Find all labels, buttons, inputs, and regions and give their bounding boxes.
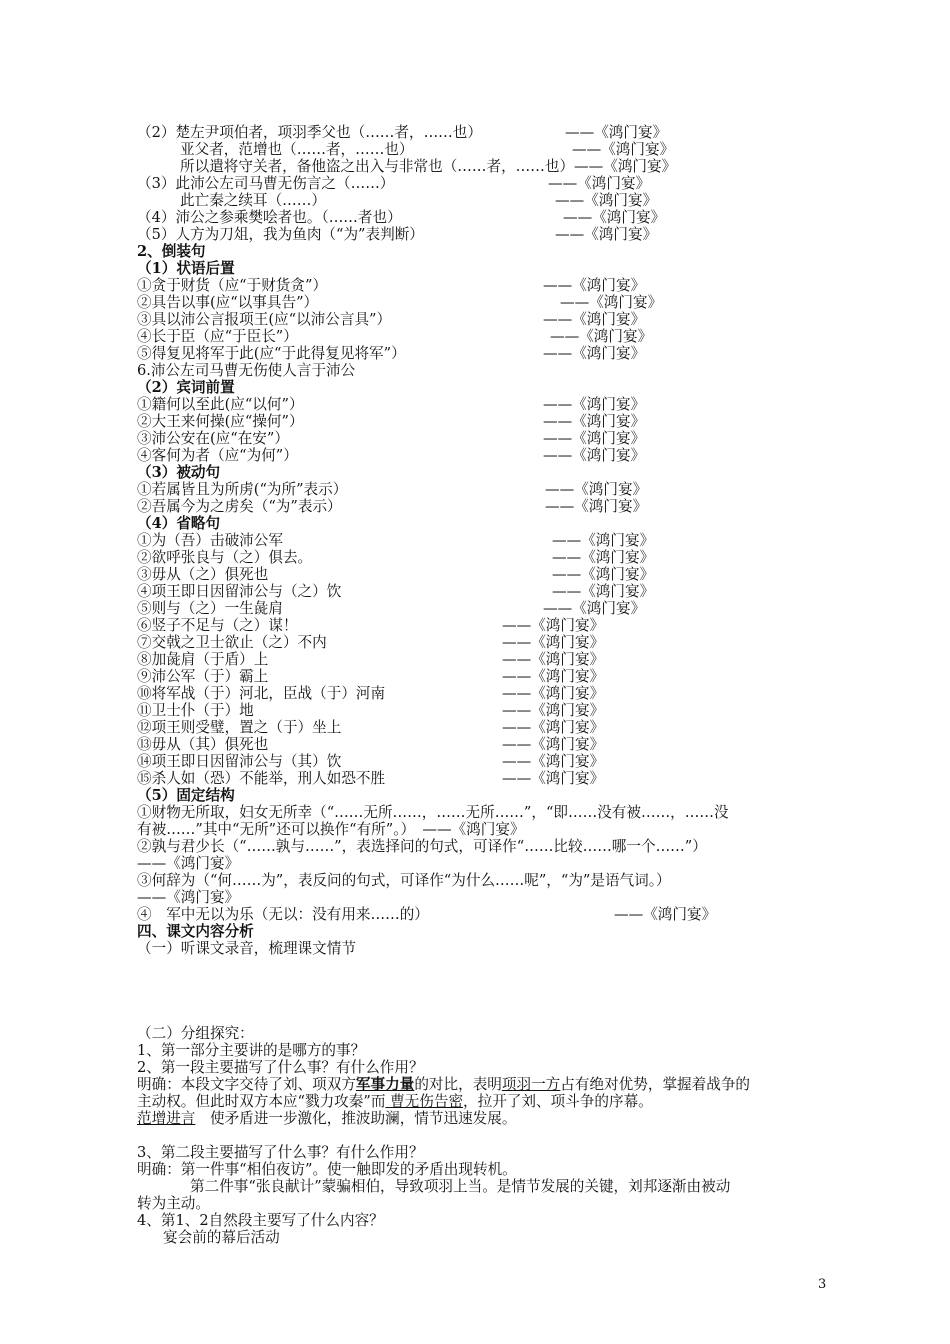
source-citation: ——《鸿门宴》 (543, 277, 646, 294)
text-line: ③沛公安在(应“在安”） (137, 430, 289, 447)
text-span: ，拉开了刘、项斗争的序幕。 (463, 1093, 653, 1110)
text-span: 主动权。但此时双方本应“戮力攻秦”而 (137, 1093, 386, 1110)
source-citation: ——《鸿门宴》 (545, 498, 648, 515)
source-citation: ——《鸿门宴》 (502, 702, 605, 719)
text-line: （一）听课文录音，梳理课文情节 (137, 940, 356, 957)
text-line: ③毋从（之）俱死也 (137, 566, 269, 583)
source-citation: ——《鸿门宴》 (543, 396, 646, 413)
source-citation: ——《鸿门宴》 (614, 906, 717, 923)
text-line: ⑬毋从（其）俱死也 (137, 736, 269, 753)
text-line: ①财物无所取，妇女无所幸（“……无所……，……无所……”，“即……没有被……，……没 (137, 804, 729, 821)
text-line: ⑩将军战（于）河北，臣战（于）河南 (137, 685, 386, 702)
text-line: ⑤则与（之）一生彘肩 (137, 600, 283, 617)
text-line: ③具以沛公言报项王(应“以沛公言具”） (137, 311, 392, 328)
text-line: （4）沛公之参乘樊哙者也。（……者也） (137, 209, 402, 226)
source-citation: ——《鸿门宴》 (502, 770, 605, 787)
source-citation: ——《鸿门宴》 (555, 226, 658, 243)
source-citation: ——《鸿门宴》 (502, 719, 605, 736)
text-line: ①籍何以至此(应“以何”） (137, 396, 304, 413)
text-line: ④项王即日因留沛公与（之）饮 (137, 583, 342, 600)
source-citation: ——《鸿门宴》 (560, 294, 663, 311)
text-line: ④客何为者（应“为何”） (137, 447, 298, 464)
text-span: 明确：本段文字交待了刘、项双方 (137, 1076, 356, 1093)
text-span: 的对比，表明 (414, 1076, 502, 1093)
text-line: ⑧加彘肩（于盾）上 (137, 651, 269, 668)
text-line: 宴会前的幕后活动 (163, 1229, 280, 1246)
source-citation: ——《鸿门宴》 (555, 192, 658, 209)
paragraph-line (137, 1093, 653, 1110)
source-citation: ——《鸿门宴》 (543, 311, 646, 328)
text-line: 有被……”其中“无所”还可以换作“有所”。） ——《鸿门宴》 (137, 821, 525, 838)
source-citation: ——《鸿门宴》 (502, 736, 605, 753)
text-line: 所以遣将守关者，备他盗之出入与非常也（……者，……也）——《鸿门宴》 (180, 158, 677, 175)
source-citation: ——《鸿门宴》 (543, 447, 646, 464)
underlined-text: 项羽一方 (501, 1076, 561, 1093)
source-citation: ——《鸿门宴》 (502, 753, 605, 770)
section-heading: （5）固定结构 (137, 787, 235, 804)
text-line: 4、第1、2自然段主要写了什么内容？ (137, 1212, 384, 1229)
text-line: ②具告以事(应“以事具告”） (137, 294, 319, 311)
paragraph-line (137, 1076, 750, 1093)
text-line: ②大王来何操(应“操何”） (137, 413, 304, 430)
text-line: ⑫项王则受璧，置之（于）坐上 (137, 719, 342, 736)
source-citation: ——《鸿门宴》 (543, 413, 646, 430)
source-citation: ——《鸿门宴》 (552, 532, 655, 549)
source-citation: ——《鸿门宴》 (565, 124, 668, 141)
text-line: ⑦交戟之卫士欲止（之）不内 (137, 634, 327, 651)
text-line: ②吾属今为之虏矣（“为”表示） (137, 498, 342, 515)
text-line: 转为主动。 (137, 1195, 210, 1212)
text-line: ①若属皆且为所虏(“为所”表示） (137, 481, 348, 498)
underlined-text: 军事力量 (355, 1076, 415, 1093)
source-citation: ——《鸿门宴》 (552, 549, 655, 566)
text-line: ⑤得复见将军于此(应“于此得复见将军”） (137, 345, 406, 362)
text-line: ④长于臣（应“于臣长”） (137, 328, 298, 345)
text-line: 第二件事“张良献计”蒙骗相伯，导致项羽上当。是情节发展的关键，刘邦逐渐由被动 (190, 1178, 731, 1195)
text-line: （2）楚左尹项伯者，项羽季父也（……者，……也） (137, 124, 482, 141)
section-heading: （4）省略句 (137, 515, 221, 532)
source-citation: ——《鸿门宴》 (502, 634, 605, 651)
source-citation: ——《鸿门宴》 (552, 583, 655, 600)
underlined-text: 范增进言 (137, 1110, 196, 1127)
text-line: ③何辞为（“何……为”，表反问的句式，可译作“为什么……呢”，“为”是语气词。） (137, 872, 671, 889)
source-citation: ——《鸿门宴》 (502, 651, 605, 668)
section-heading: 四、课文内容分析 (137, 923, 254, 940)
source-citation: ——《鸿门宴》 (545, 481, 648, 498)
text-line: ⑭项王即日因留沛公与（其）饮 (137, 753, 342, 770)
text-line: 3、第二段主要描写了什么事？有什么作用？ (137, 1144, 424, 1161)
text-line: ②孰与君少长（“……孰与……”，表选择问的句式，可译作“……比较……哪一个……”） (137, 838, 707, 855)
text-line: ⑪卫士仆（于）地 (137, 702, 254, 719)
text-line: 明确：第一件事“相伯夜访”。使一触即发的矛盾出现转机。 (137, 1161, 517, 1178)
source-citation: ——《鸿门宴》 (552, 566, 655, 583)
source-citation: ——《鸿门宴》 (502, 668, 605, 685)
source-citation: ——《鸿门宴》 (543, 600, 646, 617)
text-line: ④ 军中无以为乐（无以：没有用来……的） (137, 906, 429, 923)
text-line: ——《鸿门宴》 (137, 855, 240, 872)
text-line: （二）分组探究： (137, 1025, 254, 1042)
source-citation: ——《鸿门宴》 (502, 685, 605, 702)
source-citation: ——《鸿门宴》 (502, 617, 605, 634)
text-line: 1、第一部分主要讲的是哪方的事？ (137, 1042, 366, 1059)
text-line: ①为（吾）击破沛公军 (137, 532, 283, 549)
text-line: ②欲呼张良与（之）俱去。 (137, 549, 313, 566)
source-citation: ——《鸿门宴》 (572, 141, 675, 158)
text-line: 亚父者，范增也（……者，……也） (180, 141, 414, 158)
section-heading: （1）状语后置 (137, 260, 235, 277)
text-line: ⑮杀人如（恐）不能举，刑人如恐不胜 (137, 770, 386, 787)
text-line: （5）人方为刀俎，我为鱼肉（“为”表判断） (137, 226, 424, 243)
text-span: 使矛盾进一步激化，推波助澜，情节迅速发展。 (195, 1110, 517, 1127)
section-heading: 2、倒装句 (137, 243, 206, 260)
underlined-text: 曹无伤告密 (385, 1093, 464, 1110)
section-heading: （3）被动句 (137, 464, 221, 481)
page-number: 3 (818, 1277, 827, 1292)
text-line: ——《鸿门宴》 (137, 889, 240, 906)
text-line: ⑨沛公军（于）霸上 (137, 668, 269, 685)
source-citation: ——《鸿门宴》 (550, 328, 653, 345)
paragraph-line (137, 1110, 516, 1127)
text-line: ①贪于财货（应“于财货贪”） (137, 277, 328, 294)
text-line: 此亡秦之续耳（……） (180, 192, 326, 209)
source-citation: ——《鸿门宴》 (543, 430, 646, 447)
section-heading: （2）宾词前置 (137, 379, 235, 396)
source-citation: ——《鸿门宴》 (548, 175, 651, 192)
source-citation: ——《鸿门宴》 (543, 345, 646, 362)
text-line: 6.沛公左司马曹无伤使人言于沛公 (137, 362, 356, 379)
text-line: （3）此沛公左司马曹无伤言之（……） (137, 175, 395, 192)
source-citation: ——《鸿门宴》 (563, 209, 666, 226)
text-line: 2、第一段主要描写了什么事？有什么作用？ (137, 1059, 424, 1076)
text-span: 占有绝对优势，掌握着战争的 (560, 1076, 751, 1093)
text-line: ⑥竖子不足与（之）谋！ (137, 617, 298, 634)
